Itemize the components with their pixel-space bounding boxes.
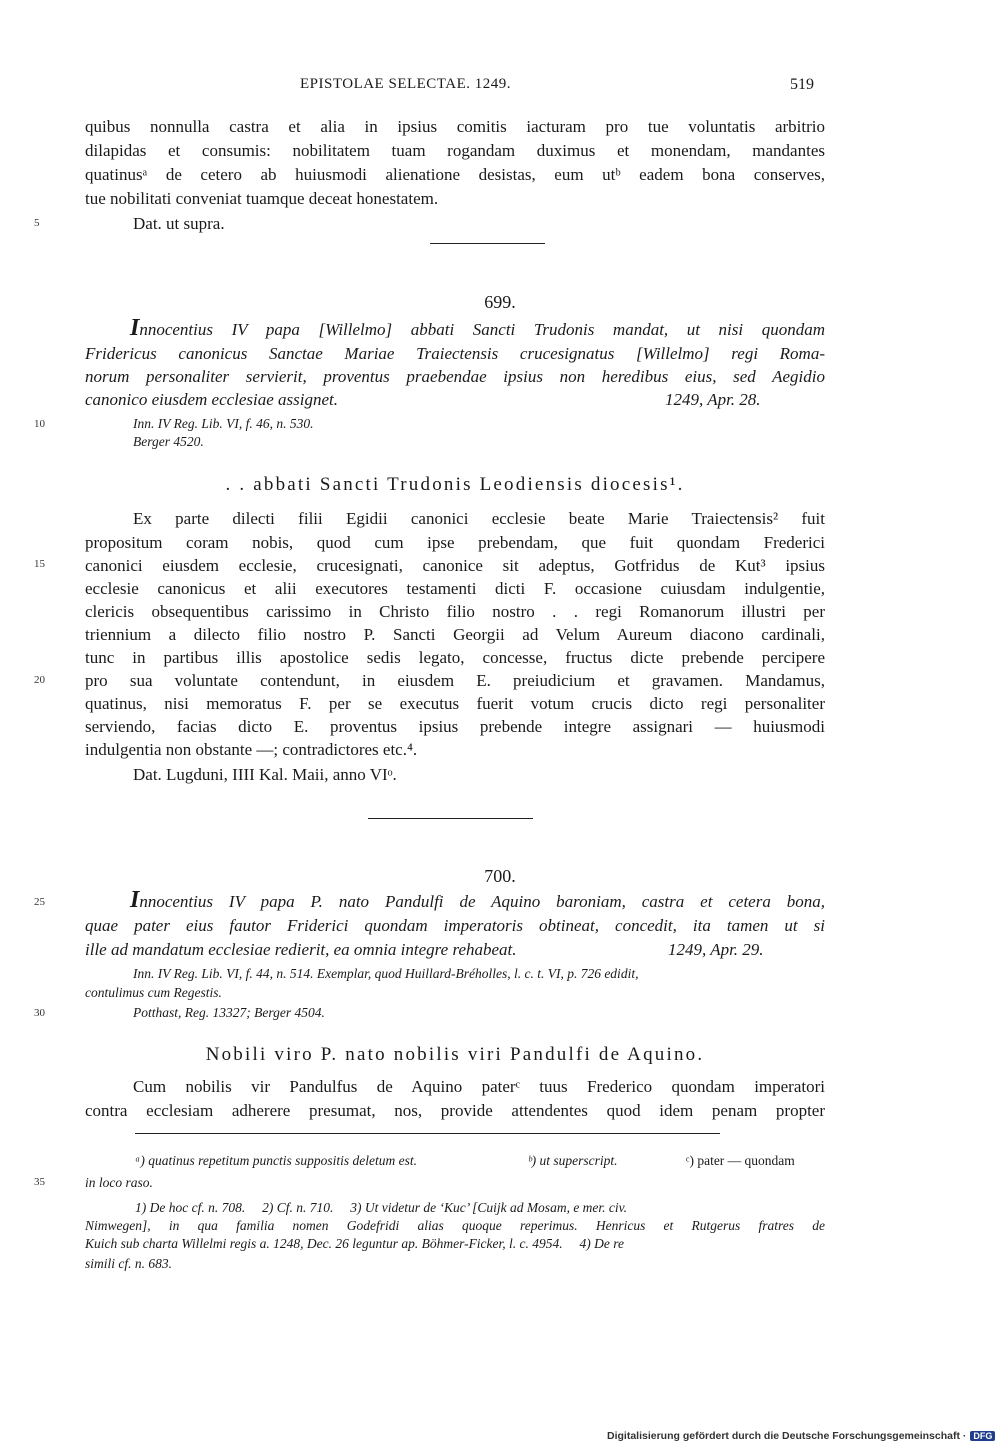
text-line: ecclesie canonicus et alii executores testamenti dicti F. occasione cuiusdam indulgentie,: [85, 579, 825, 598]
regest-line: [130, 887, 825, 913]
letter-number: 700.: [484, 866, 516, 886]
regest-line: norum personaliter servierit, proventus praebendae ipsius non heredibus eius, sed Aegidio: [85, 367, 825, 386]
text-line: quatinus, nisi memoratus F. per se executus fuerit votum crucis dicto regi personaliter: [85, 694, 825, 713]
text-line: contra ecclesiam adherere presumat, nos, provide attendentes quod idem penam propter: [85, 1101, 825, 1120]
text-line: dilapidas et consumis: nobilitatem tuam rogandam duximus et monendam, mandantes: [85, 141, 825, 160]
regest-line: Fridericus canonicus Sanctae Mariae Traiectensis crucesignatus [Willelmo] regi Roma-: [85, 344, 825, 363]
apparatus-c: ᶜ) pater — quondam: [686, 1153, 795, 1168]
regest-initial: I: [130, 315, 140, 341]
dfg-logo: DFG: [970, 1431, 995, 1441]
footnote-line: simili cf. n. 683.: [85, 1256, 172, 1271]
text-line: quatinusᵃ de cetero ab huiusmodi alienatione desistas, eum utᵇ eadem bona conserves,: [85, 165, 825, 184]
apparatus-a: ᵃ) quatinus repetitum punctis suppositis deletum est.: [135, 1153, 417, 1168]
footnote-line: 1) De hoc cf. n. 708. 2) Cf. n. 710. 3) Ut videtur de ‘Kuc’ [Cuijk ad Mosam, e mer. civ.: [135, 1200, 628, 1215]
page-number: 519: [790, 76, 814, 93]
text-line: canonici eiusdem ecclesie, crucesignati, canonice sit adeptus, Gotfridus de Kut³ ipsius: [85, 556, 825, 575]
apparatus-b: ᵇ) ut superscript.: [528, 1153, 618, 1168]
line-number: 15: [34, 558, 45, 570]
regest-date: 1249, Apr. 28.: [665, 390, 761, 409]
line-number: 20: [34, 674, 45, 686]
source-line: Inn. IV Reg. Lib. VI, f. 44, n. 514. Exemplar, quod Huillard-Bréholles, l. c. t. VI, p. 726 edidit,: [133, 966, 639, 981]
footnote-line: Kuich sub charta Willelmi regis a. 1248, Dec. 26 leguntur ap. Böhmer-Ficker, l. c. 4954. 4) De re: [85, 1236, 625, 1251]
section-divider: [430, 243, 545, 244]
credit-text: Digitalisierung gefördert durch die Deutsche Forschungsgemeinschaft ·: [607, 1430, 967, 1442]
text-line: Cum nobilis vir Pandulfus de Aquino paterᶜ tuus Frederico quondam imperatori: [133, 1077, 825, 1096]
regest-initial: I: [130, 887, 140, 913]
footnote-line: Nimwegen], in qua familia nomen Godefridi alias quoque reperimus. Henricus et Rutgerus fratres de: [85, 1218, 825, 1233]
line-number: 25: [34, 896, 45, 908]
text-line: indulgentia non obstante —; contradictores etc.⁴.: [85, 740, 418, 759]
regest-text: nnocentius IV papa P. nato Pandulfi de Aquino baroniam, castra et cetera bona,: [139, 892, 825, 911]
footnote-divider: [135, 1133, 720, 1134]
section-divider: [368, 818, 533, 819]
line-number: 30: [34, 1007, 45, 1019]
dat-line: Dat. Lugduni, IIII Kal. Maii, anno VIᵒ.: [133, 765, 397, 784]
line-number: 10: [34, 418, 45, 430]
regest-line: [130, 315, 825, 341]
text-line: triennium a dilecto filio nostro P. Sancti Georgii ad Velum Aureum diacono cardinali,: [85, 625, 825, 644]
digitization-credit: [607, 1430, 995, 1442]
letter-number: 699.: [484, 292, 516, 312]
source-line: Berger 4520.: [133, 434, 204, 449]
line-number: 5: [34, 217, 40, 229]
regest-line: quae pater eius fautor Friderici quondam imperatoris obtineat, concedit, ita tamen ut si: [85, 916, 825, 935]
text-line: clericis obsequentibus carissimo in Christo filio nostro . . regi Romanorum illustri per: [85, 602, 825, 621]
letter-address: . . abbati Sancti Trudonis Leodiensis diocesis¹.: [225, 474, 685, 495]
letter-address: Nobili viro P. nato nobilis viri Pandulfi de Aquino.: [205, 1044, 705, 1065]
text-line: propositum coram nobis, quod cum ipse prebendam, que fuit quondam Frederici: [85, 533, 825, 552]
dat-line: Dat. ut supra.: [133, 214, 225, 233]
source-line: Potthast, Reg. 13327; Berger 4504.: [133, 1005, 325, 1020]
regest-line: canonico eiusdem ecclesiae assignet.: [85, 390, 339, 409]
text-line: pro sua voluntate contendunt, in eiusdem E. preiudicium et gravamen. Mandamus,: [85, 671, 825, 690]
running-header: EPISTOLAE SELECTAE. 1249.: [300, 76, 512, 92]
apparatus-c-cont: in loco raso.: [85, 1175, 153, 1190]
regest-date: 1249, Apr. 29.: [668, 940, 764, 959]
text-line: serviendo, facias dicto E. proventus ipsius prebende integre assignari — huiusmodi: [85, 717, 825, 736]
source-line: Inn. IV Reg. Lib. VI, f. 46, n. 530.: [133, 416, 314, 431]
text-line: tunc in partibus illis apostolice sedis legato, concesse, fructus dicte prebende percipere: [85, 648, 825, 667]
source-line: contulimus cum Regestis.: [85, 985, 222, 1000]
text-line: Ex parte dilecti filii Egidii canonici ecclesie beate Marie Traiectensis² fuit: [133, 509, 825, 528]
text-line: quibus nonnulla castra et alia in ipsius comitis iacturam pro tue voluntatis arbitrio: [85, 117, 825, 136]
text-line: tue nobilitati conveniat tuamque deceat honestatem.: [85, 189, 439, 208]
line-number: 35: [34, 1176, 45, 1188]
regest-text: nnocentius IV papa [Willelmo] abbati Sancti Trudonis mandat, ut nisi quondam: [139, 320, 825, 339]
regest-line: ille ad mandatum ecclesiae redierit, ea omnia integre rehabeat.: [85, 940, 517, 959]
